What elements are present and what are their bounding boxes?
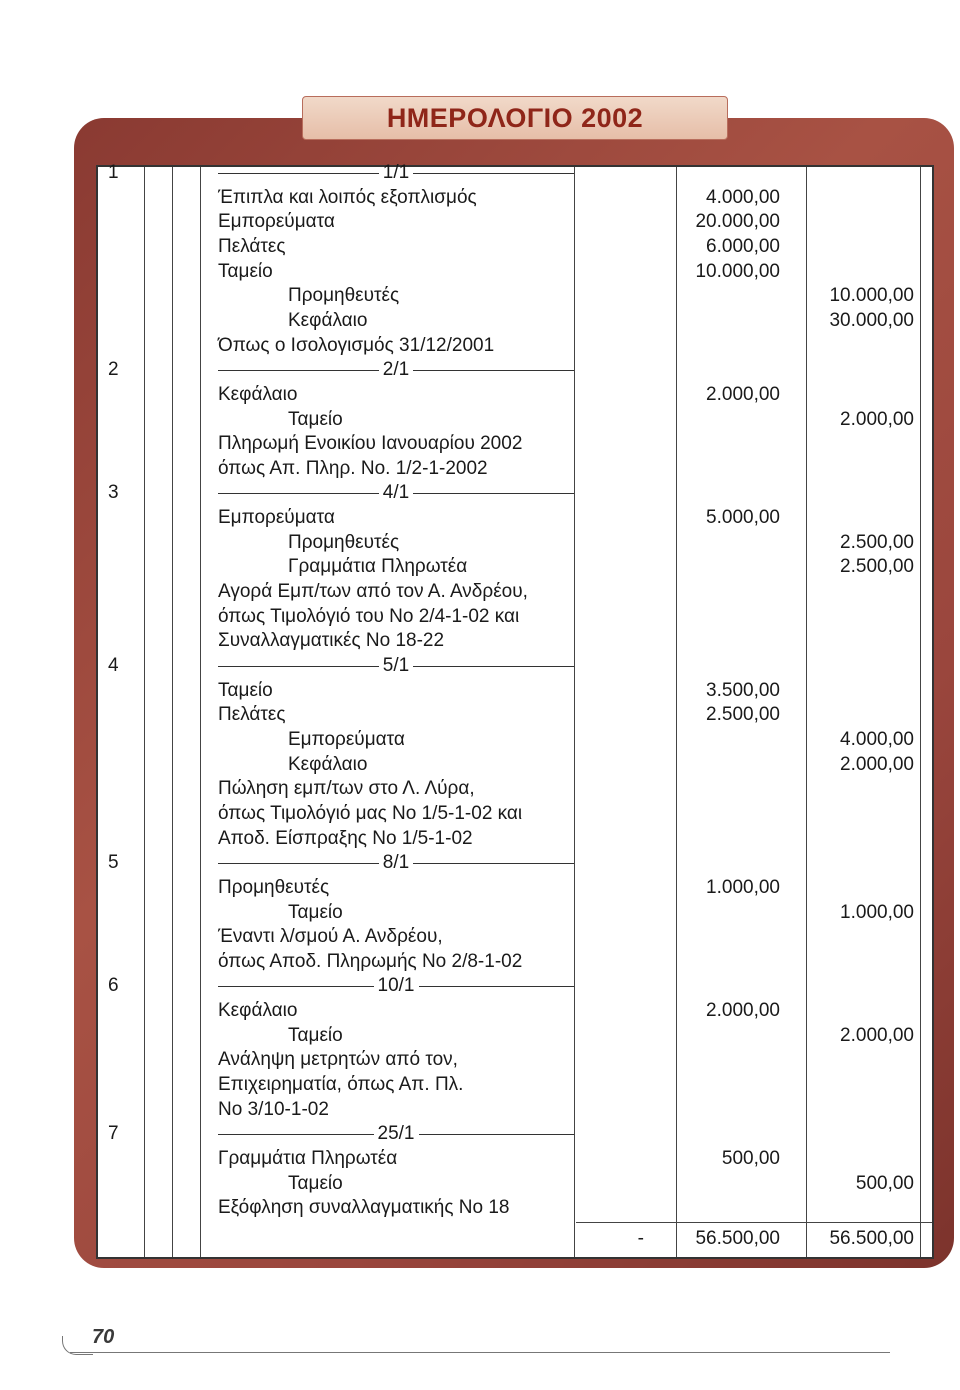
entry-line: Εμπορεύματα: [288, 728, 405, 750]
entry-line: Κεφάλαιο: [288, 753, 368, 775]
entry-line: Έπιπλα και λοιπός εξοπλισμός: [218, 186, 477, 208]
column-divider: [920, 167, 921, 1257]
total-credit: 56.500,00: [829, 1228, 914, 1249]
entry-line: Ανάληψη μετρητών από τον,: [218, 1049, 458, 1071]
credit-amount: 2.000,00: [840, 753, 914, 775]
entry-date: [218, 851, 574, 875]
credit-amount: 2.000,00: [840, 408, 914, 430]
entry-line: Εμπορεύματα: [218, 211, 335, 233]
entry-date: [218, 654, 574, 678]
entry-line: Πώληση εμπ/των στο Λ. Λύρα,: [218, 778, 475, 800]
column-divider: [144, 167, 145, 1257]
entry-line: Αγορά Εμπ/των από τον Α. Ανδρέου,: [218, 581, 528, 603]
column-divider: [172, 167, 173, 1257]
entry-line: Όπως ο Ισολογισμός 31/12/2001: [218, 334, 495, 356]
entry-date: [218, 358, 574, 382]
entry-line: όπως Τιμολόγιό του Νο 2/4-1-02 και: [218, 605, 520, 627]
entry-line: Κεφάλαιο: [288, 309, 368, 331]
credit-amount: 500,00: [855, 1172, 914, 1194]
page-number: 70: [92, 1326, 115, 1348]
credit-amount: 2.500,00: [840, 556, 914, 578]
debit-amount: 2.500,00: [706, 704, 780, 726]
debit-amount: 4.000,00: [706, 186, 780, 208]
entry-number: 4: [108, 655, 119, 676]
journal-title: ΗΜΕΡΟΛΟΓΙΟ 2002: [302, 96, 728, 140]
credit-amount: 1.000,00: [840, 901, 914, 923]
entry-date: [218, 974, 574, 998]
entry-line: Προμηθευτές: [218, 876, 330, 898]
entry-line: Ταμείο: [288, 1172, 343, 1194]
debit-amount: 500,00: [721, 1148, 780, 1169]
debit-amount: 1.000,00: [706, 876, 780, 898]
entry-number: 5: [108, 852, 119, 874]
entry-number: 2: [108, 359, 119, 381]
entry-date-label: 8/1: [382, 852, 410, 874]
entry-line: Εξόφληση συναλλαγματικής Νο 18: [218, 1197, 510, 1219]
debit-amount: 10.000,00: [695, 260, 780, 282]
entry-line: Ταμείο: [218, 260, 273, 282]
debit-amount: 5.000,00: [706, 507, 780, 529]
debit-amount: 3.500,00: [706, 679, 780, 701]
entry-date-label: 25/1: [377, 1123, 415, 1145]
credit-amount: 2.000,00: [840, 1024, 914, 1046]
entry-line: Αποδ. Είσπραξης Νο 1/5-1-02: [218, 827, 473, 849]
entry-number: 7: [108, 1123, 119, 1145]
entry-date-label: 1/1: [382, 162, 410, 183]
credit-amount: 4.000,00: [840, 728, 914, 750]
entry-line: όπως Απ. Πληρ. Νο. 1/2-1-2002: [218, 457, 488, 479]
entry-number: 1: [108, 162, 119, 183]
column-divider: [574, 167, 575, 1257]
entry-line: Ταμείο: [288, 1024, 343, 1046]
entry-line: Προμηθευτές: [288, 531, 400, 553]
entry-line: Προμηθευτές: [288, 285, 400, 307]
entry-line: Γραμμάτια Πληρωτέα: [218, 1148, 398, 1169]
entry-date: [218, 1122, 574, 1146]
column-divider: [806, 167, 807, 1257]
entry-line: Πελάτες: [218, 235, 286, 257]
footer-rule: [70, 1352, 890, 1353]
totals-rule: [576, 1222, 932, 1223]
entry-line: Έναντι λ/σμού Α. Ανδρέου,: [218, 926, 443, 948]
entry-line: Εμπορεύματα: [218, 507, 335, 529]
entry-line: Κεφάλαιο: [218, 383, 298, 405]
debit-amount: 2.000,00: [706, 383, 780, 405]
debit-amount: 6.000,00: [706, 235, 780, 257]
entry-line: Κεφάλαιο: [218, 1000, 298, 1022]
entry-line: Συναλλαγματικές Νο 18-22: [218, 630, 445, 652]
total-debit: 56.500,00: [695, 1228, 780, 1249]
entry-line: Επιχειρηματία, όπως Απ. Πλ.: [218, 1074, 464, 1096]
entry-line: Ταμείο: [288, 901, 343, 923]
entry-date-label: 5/1: [382, 655, 410, 676]
journal-ledger: [96, 162, 934, 1259]
credit-amount: 2.500,00: [840, 531, 914, 553]
column-divider: [200, 167, 201, 1257]
entry-line: Ταμείο: [218, 679, 273, 701]
entry-number: 6: [108, 975, 119, 997]
entry-line: Νο 3/10-1-02: [218, 1098, 329, 1120]
entry-date-label: 2/1: [382, 359, 410, 381]
totals-marker: -: [637, 1228, 644, 1249]
credit-amount: 10.000,00: [829, 285, 914, 307]
entry-date: [218, 161, 574, 185]
entry-date: [218, 481, 574, 505]
entry-line: όπως Αποδ. Πληρωμής Νο 2/8-1-02: [218, 950, 523, 972]
entry-line: Ταμείο: [288, 408, 343, 430]
entry-date-label: 10/1: [377, 975, 415, 997]
entry-number: 3: [108, 482, 119, 504]
debit-amount: 2.000,00: [706, 1000, 780, 1022]
entry-line: Γραμμάτια Πληρωτέα: [288, 556, 468, 578]
debit-amount: 20.000,00: [695, 211, 780, 233]
entry-line: Πληρωμή Ενοικίου Ιανουαρίου 2002: [218, 433, 523, 455]
entry-line: όπως Τιμολόγιό μας Νο 1/5-1-02 και: [218, 802, 523, 824]
entry-line: Πελάτες: [218, 704, 286, 726]
entry-date-label: 4/1: [382, 482, 410, 504]
credit-amount: 30.000,00: [829, 309, 914, 331]
